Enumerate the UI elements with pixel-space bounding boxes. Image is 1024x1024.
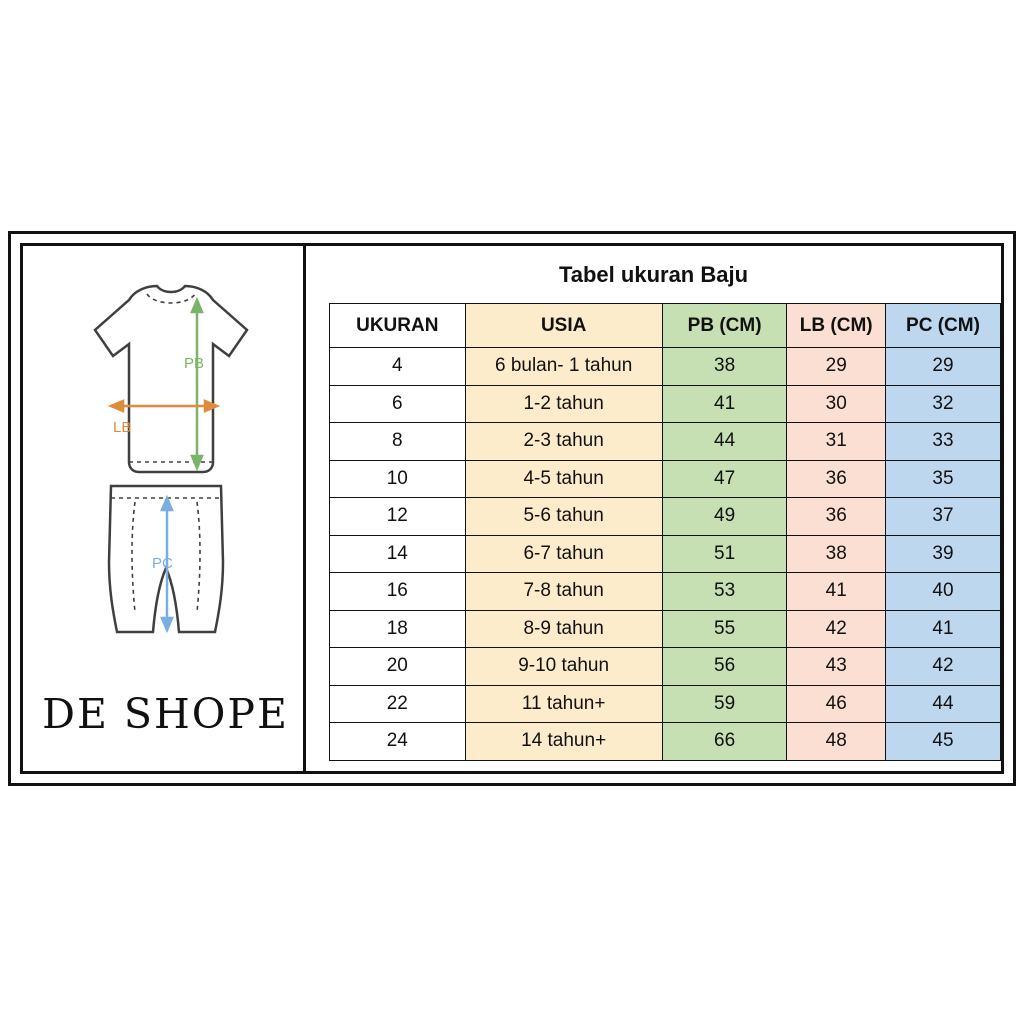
cell-ukuran: 4 (330, 348, 466, 386)
column-header-pc: PC (CM) (885, 304, 1000, 348)
cell-usia: 2-3 tahun (465, 423, 662, 461)
cell-usia: 1-2 tahun (465, 385, 662, 423)
cell-pc: 37 (885, 498, 1000, 536)
cell-ukuran: 24 (330, 723, 466, 761)
cell-pc: 29 (885, 348, 1000, 386)
cell-pb: 51 (662, 535, 787, 573)
table-header-row (330, 304, 1001, 348)
cell-lb: 36 (787, 498, 885, 536)
cell-usia: 4-5 tahun (465, 460, 662, 498)
cell-lb: 48 (787, 723, 885, 761)
cell-pb: 56 (662, 648, 787, 686)
table-row (330, 385, 1001, 423)
cell-usia: 7-8 tahun (465, 573, 662, 611)
cell-ukuran: 22 (330, 685, 466, 723)
cell-lb: 42 (787, 610, 885, 648)
cell-pb: 59 (662, 685, 787, 723)
cell-lb: 46 (787, 685, 885, 723)
cell-pc: 33 (885, 423, 1000, 461)
cell-pc: 45 (885, 723, 1000, 761)
cell-ukuran: 10 (330, 460, 466, 498)
pc-label: PC (152, 555, 173, 572)
cell-lb: 30 (787, 385, 885, 423)
table-row (330, 348, 1001, 386)
cell-pb: 55 (662, 610, 787, 648)
cell-pc: 35 (885, 460, 1000, 498)
cell-pc: 32 (885, 385, 1000, 423)
size-table (329, 303, 1001, 761)
brand-logo-text: DE SHOPE (42, 690, 289, 738)
cell-ukuran: 6 (330, 385, 466, 423)
table-row (330, 460, 1001, 498)
table-row (330, 685, 1001, 723)
cell-usia: 14 tahun+ (465, 723, 662, 761)
table-row (330, 423, 1001, 461)
garment-diagram-icon (51, 272, 281, 692)
cell-pb: 53 (662, 573, 787, 611)
cell-usia: 9-10 tahun (465, 648, 662, 686)
cell-lb: 38 (787, 535, 885, 573)
cell-usia: 5-6 tahun (465, 498, 662, 536)
column-header-pb: PB (CM) (662, 304, 787, 348)
size-chart-inner-frame (20, 243, 1004, 774)
size-table-panel (306, 246, 1001, 771)
cell-ukuran: 16 (330, 573, 466, 611)
cell-pc: 39 (885, 535, 1000, 573)
table-row (330, 648, 1001, 686)
garment-illustration-panel (23, 246, 306, 771)
cell-lb: 31 (787, 423, 885, 461)
cell-usia: 8-9 tahun (465, 610, 662, 648)
cell-pb: 41 (662, 385, 787, 423)
cell-lb: 36 (787, 460, 885, 498)
pb-label: PB (184, 355, 205, 372)
cell-usia: 11 tahun+ (465, 685, 662, 723)
size-chart-frame (8, 231, 1016, 786)
cell-lb: 29 (787, 348, 885, 386)
cell-ukuran: 20 (330, 648, 466, 686)
cell-usia: 6 bulan- 1 tahun (465, 348, 662, 386)
cell-pc: 44 (885, 685, 1000, 723)
column-header-ukuran: UKURAN (330, 304, 466, 348)
column-header-lb: LB (CM) (787, 304, 885, 348)
column-header-usia: USIA (465, 304, 662, 348)
cell-ukuran: 8 (330, 423, 466, 461)
table-title: Tabel ukuran Baju (558, 262, 749, 287)
cell-pb: 38 (662, 348, 787, 386)
cell-lb: 41 (787, 573, 885, 611)
cell-ukuran: 12 (330, 498, 466, 536)
table-row (330, 573, 1001, 611)
cell-ukuran: 14 (330, 535, 466, 573)
cell-pb: 47 (662, 460, 787, 498)
cell-pb: 66 (662, 723, 787, 761)
table-row (330, 498, 1001, 536)
cell-ukuran: 18 (330, 610, 466, 648)
cell-usia: 6-7 tahun (465, 535, 662, 573)
cell-pc: 41 (885, 610, 1000, 648)
cell-pc: 42 (885, 648, 1000, 686)
table-row (330, 610, 1001, 648)
lb-label: LB (113, 419, 132, 436)
cell-pc: 40 (885, 573, 1000, 611)
cell-pb: 44 (662, 423, 787, 461)
table-row (330, 723, 1001, 761)
table-row (330, 535, 1001, 573)
cell-lb: 43 (787, 648, 885, 686)
cell-pb: 49 (662, 498, 787, 536)
